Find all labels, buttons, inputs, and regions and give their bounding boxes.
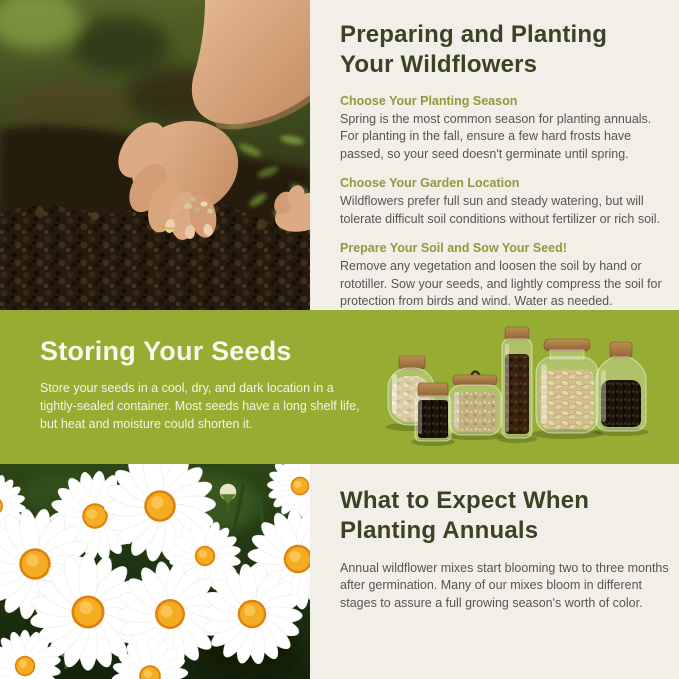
prepare-soil-title: Prepare Your Soil and Sow Your Seed! xyxy=(340,241,567,256)
planting-season-item xyxy=(340,94,673,164)
seed-jars-photo xyxy=(379,310,679,464)
page-title: Preparing and Planting Your Wildflowers xyxy=(340,21,608,79)
black-sunflower-jar xyxy=(596,342,646,431)
hand-sowing-seeds-photo xyxy=(0,0,310,310)
garden-location-item xyxy=(340,176,673,228)
daisy-illustration xyxy=(0,464,310,679)
bottom-section xyxy=(0,464,679,679)
black-seed-jar xyxy=(415,383,451,441)
garden-location-title: Choose Your Garden Location xyxy=(340,176,520,191)
hand-sowing-illustration xyxy=(0,0,310,310)
tan-seed-jar xyxy=(449,372,501,436)
bottom-text-panel xyxy=(310,464,679,679)
planting-season-title: Choose Your Planting Season xyxy=(340,93,518,108)
storing-seeds-band xyxy=(0,310,679,464)
planting-season-body: Spring is the most common season for planting annuals. For planting in the fall, ensure a few hard frosts have passed, so your seed doesn't germinate until spring. xyxy=(340,111,652,161)
top-section xyxy=(0,0,679,310)
expect-heading: What to Expect When Planting Annuals xyxy=(340,487,590,545)
top-text-panel xyxy=(310,0,679,310)
seed-jars-illustration xyxy=(379,310,679,464)
prepare-soil-item xyxy=(340,241,673,311)
daisies-photo xyxy=(0,464,310,679)
storing-seeds-heading: Storing Your Seeds xyxy=(40,336,292,366)
storing-seeds-body: Store your seeds in a cool, dry, and dark location in a tightly-sealed container. Most seeds have a long shelf life, but heat and moisture could shorten it. xyxy=(40,381,360,431)
storing-seeds-text xyxy=(40,336,372,433)
tall-seed-jar xyxy=(502,327,532,438)
garden-location-body: Wildflowers prefer full sun and steady watering, but will tolerate difficult soil conditions without fertilizer or rich soil. xyxy=(340,194,661,226)
pumpkin-seed-jar xyxy=(536,339,598,433)
expect-body: Annual wildflower mixes start blooming two to three months after germination. Many of our mixes bloom in different stages to assure a full growing season's worth of color. xyxy=(340,560,669,610)
prepare-soil-body: Remove any vegetation and loosen the soil by hand or rototiller. Sow your seeds, and lightly compress the soil for protection from birds and wind. Water as needed. xyxy=(340,259,662,309)
